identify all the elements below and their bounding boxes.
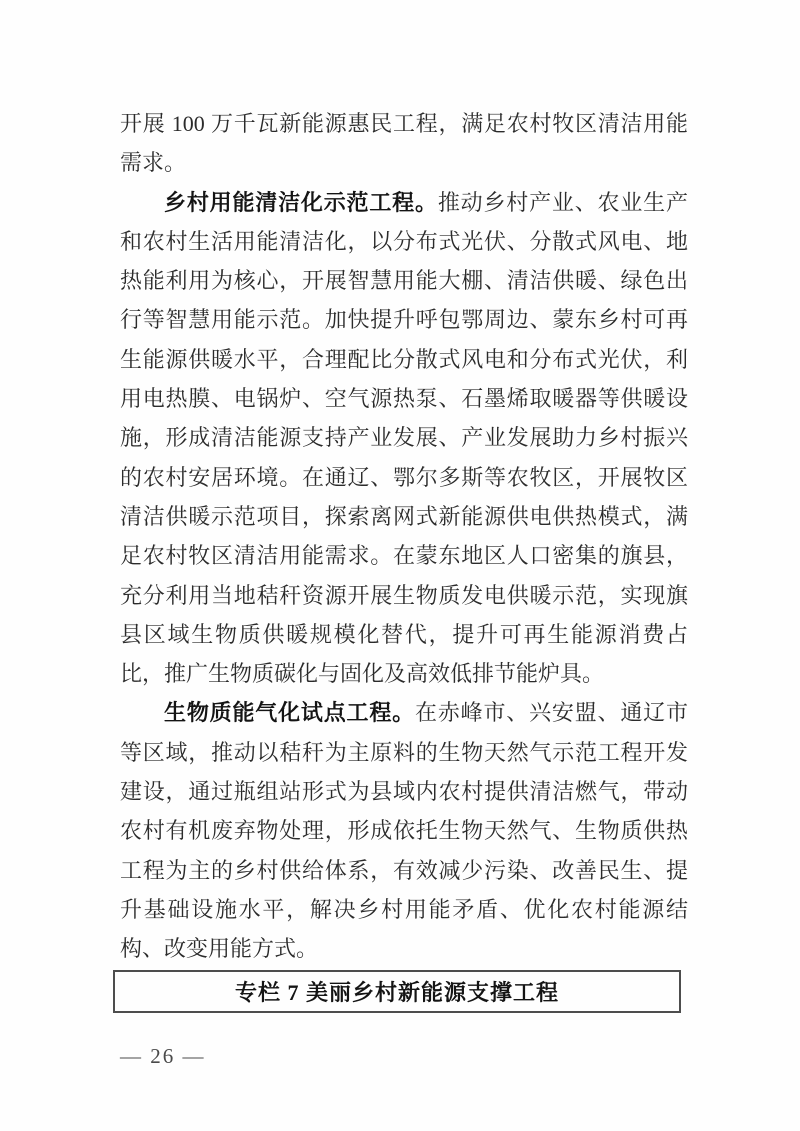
- paragraph-text: 推动乡村产业、农业生产和农村生活用能清洁化，以分布式光伏、分散式风电、地热能利用为核心，开展智慧用能大棚、清洁供暖、绿色出行等智慧用能示范。加快提升呼包鄂周边、蒙东乡村可再生能源供暖水平，合理配比分散式风电和分布式光伏，利用电热膜、电锅炉、空气源热泵、石墨烯取暖器等供暖设施，形成清洁能源支持产业发展、产业发展助力乡村振兴的农村安居环境。在通辽、鄂尔多斯等农牧区，开展牧区清洁供暖示范项目，探索离网式新能源供电供热模式，满足农村牧区清洁用能需求。在蒙东地区人口密集的旗县，充分利用当地秸秆资源开展生物质发电供暖示范，实现旗县区域生物质供暖规模化替代，提升可再生能源消费占比，推广生物质碳化与固化及高效低排节能炉具。: [120, 189, 688, 687]
- text-column: [120, 104, 688, 1013]
- paragraph-text: 在赤峰市、兴安盟、通辽市等区域，推动以秸秆为主原料的生物天然气示范工程开发建设，通过瓶组站形式为县域内农村提供清洁燃气，带动农村有机废弃物处理，形成依托生物天然气、生物质供热工程为主的乡村供给体系，有效减少污染、改善民生、提升基础设施水平，解决乡村用能矛盾、优化农村能源结构、改变用能方式。: [120, 700, 688, 962]
- page-number: — 26 —: [120, 1044, 206, 1068]
- callout-title: 专栏 7 美丽乡村新能源支撑工程: [234, 979, 559, 1005]
- paragraph-text: 开展 100 万千瓦新能源惠民工程，满足农村牧区清洁用能需求。: [120, 111, 688, 176]
- paragraph-continuation: [120, 104, 688, 183]
- paragraph-lead: 乡村用能清洁化示范工程。: [164, 189, 438, 215]
- paragraph-rural-clean-energy: [120, 183, 688, 694]
- paragraph-biomass-gasification: [120, 693, 688, 968]
- callout-box-column7: [113, 970, 681, 1013]
- paragraph-lead: 生物质能气化试点工程。: [164, 700, 415, 726]
